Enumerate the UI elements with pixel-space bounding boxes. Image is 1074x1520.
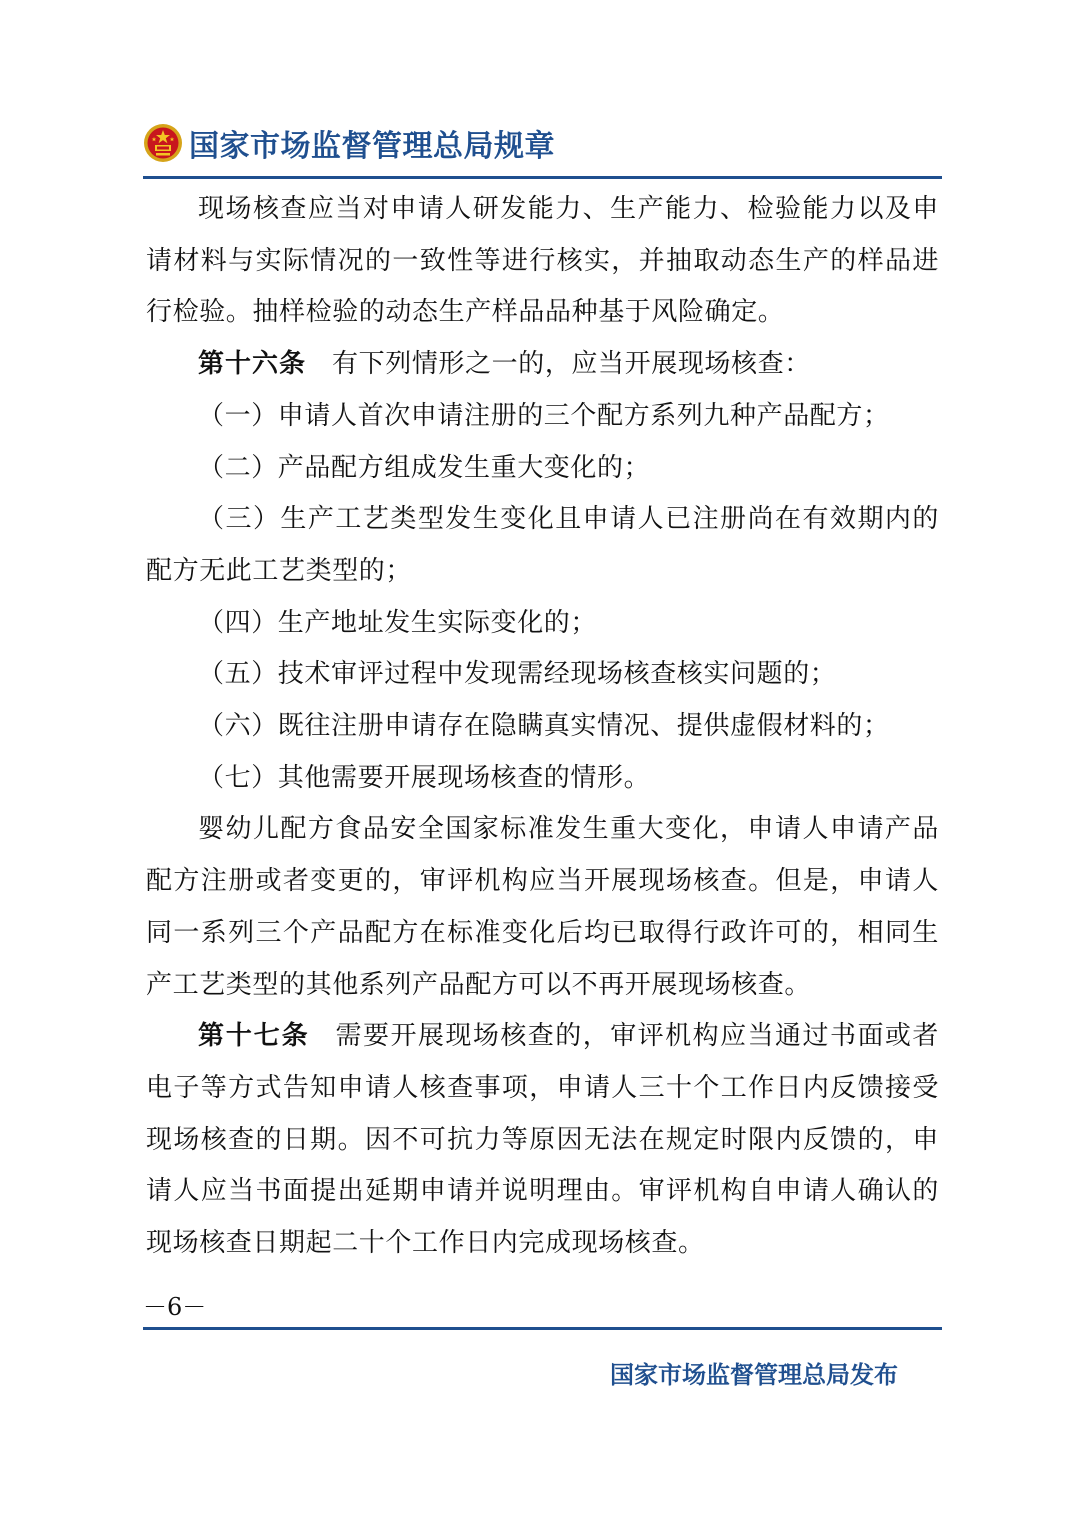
list-item: （六）既往注册申请存在隐瞒真实情况、提供虚假材料的； <box>198 711 890 742</box>
paragraph-standard-change: 婴幼儿配方食品安全国家标准发生重大变化，申请人申请产品配方注册或者变更的，审评机构应当开展现场核查。但是，申请人同一系列三个产品配方在标准变化后均已取得行政许可的，相同生产工艺类型的其他系列产品配方可以不再开展现场核查。 <box>146 814 939 1000</box>
article-16 <box>146 339 939 391</box>
article-17 <box>146 1011 939 1270</box>
list-item: （三）生产工艺类型发生变化且申请人已注册尚在有效期内的配方无此工艺类型的； <box>146 504 939 586</box>
list-item: （七）其他需要开展现场核查的情形。 <box>198 762 651 793</box>
article-text: 需要开展现场核查的，审评机构应当通过书面或者电子等方式告知申请人核查事项，申请人三十个工作日内反馈接受现场核查的日期。因不可抗力等原因无法在规定时限内反馈的，申请人应当书面提出延期申请并说明理由。审评机构自申请人确认的现场核查日期起二十个工作日内完成现场核查。 <box>146 1021 939 1259</box>
header-divider <box>143 176 942 179</box>
article-number: 第十六条 <box>198 349 307 380</box>
document-body <box>146 184 939 1270</box>
list-item: （四）生产地址发生实际变化的； <box>198 607 598 638</box>
article-text: 有下列情形之一的，应当开展现场核查： <box>332 349 811 380</box>
page-number: －6－ <box>143 1293 207 1321</box>
paragraph-onsite-verification: 现场核查应当对申请人研发能力、生产能力、检验能力以及申请材料与实际情况的一致性等进行核实，并抽取动态生产的样品进行检验。抽样检验的动态生产样品品种基于风险确定。 <box>146 194 939 328</box>
header-title: 国家市场监督管理总局规章 <box>189 129 555 164</box>
national-emblem-icon <box>143 123 183 163</box>
list-item: （二）产品配方组成发生重大变化的； <box>198 452 651 483</box>
list-item: （一）申请人首次申请注册的三个配方系列九种产品配方； <box>198 400 890 431</box>
footer-divider <box>143 1327 942 1330</box>
page-header <box>143 118 555 168</box>
list-item: （五）技术审评过程中发现需经现场核查核实问题的； <box>198 659 837 690</box>
footer-publisher: 国家市场监督管理总局发布 <box>610 1361 898 1389</box>
article-number: 第十七条 <box>198 1021 310 1052</box>
